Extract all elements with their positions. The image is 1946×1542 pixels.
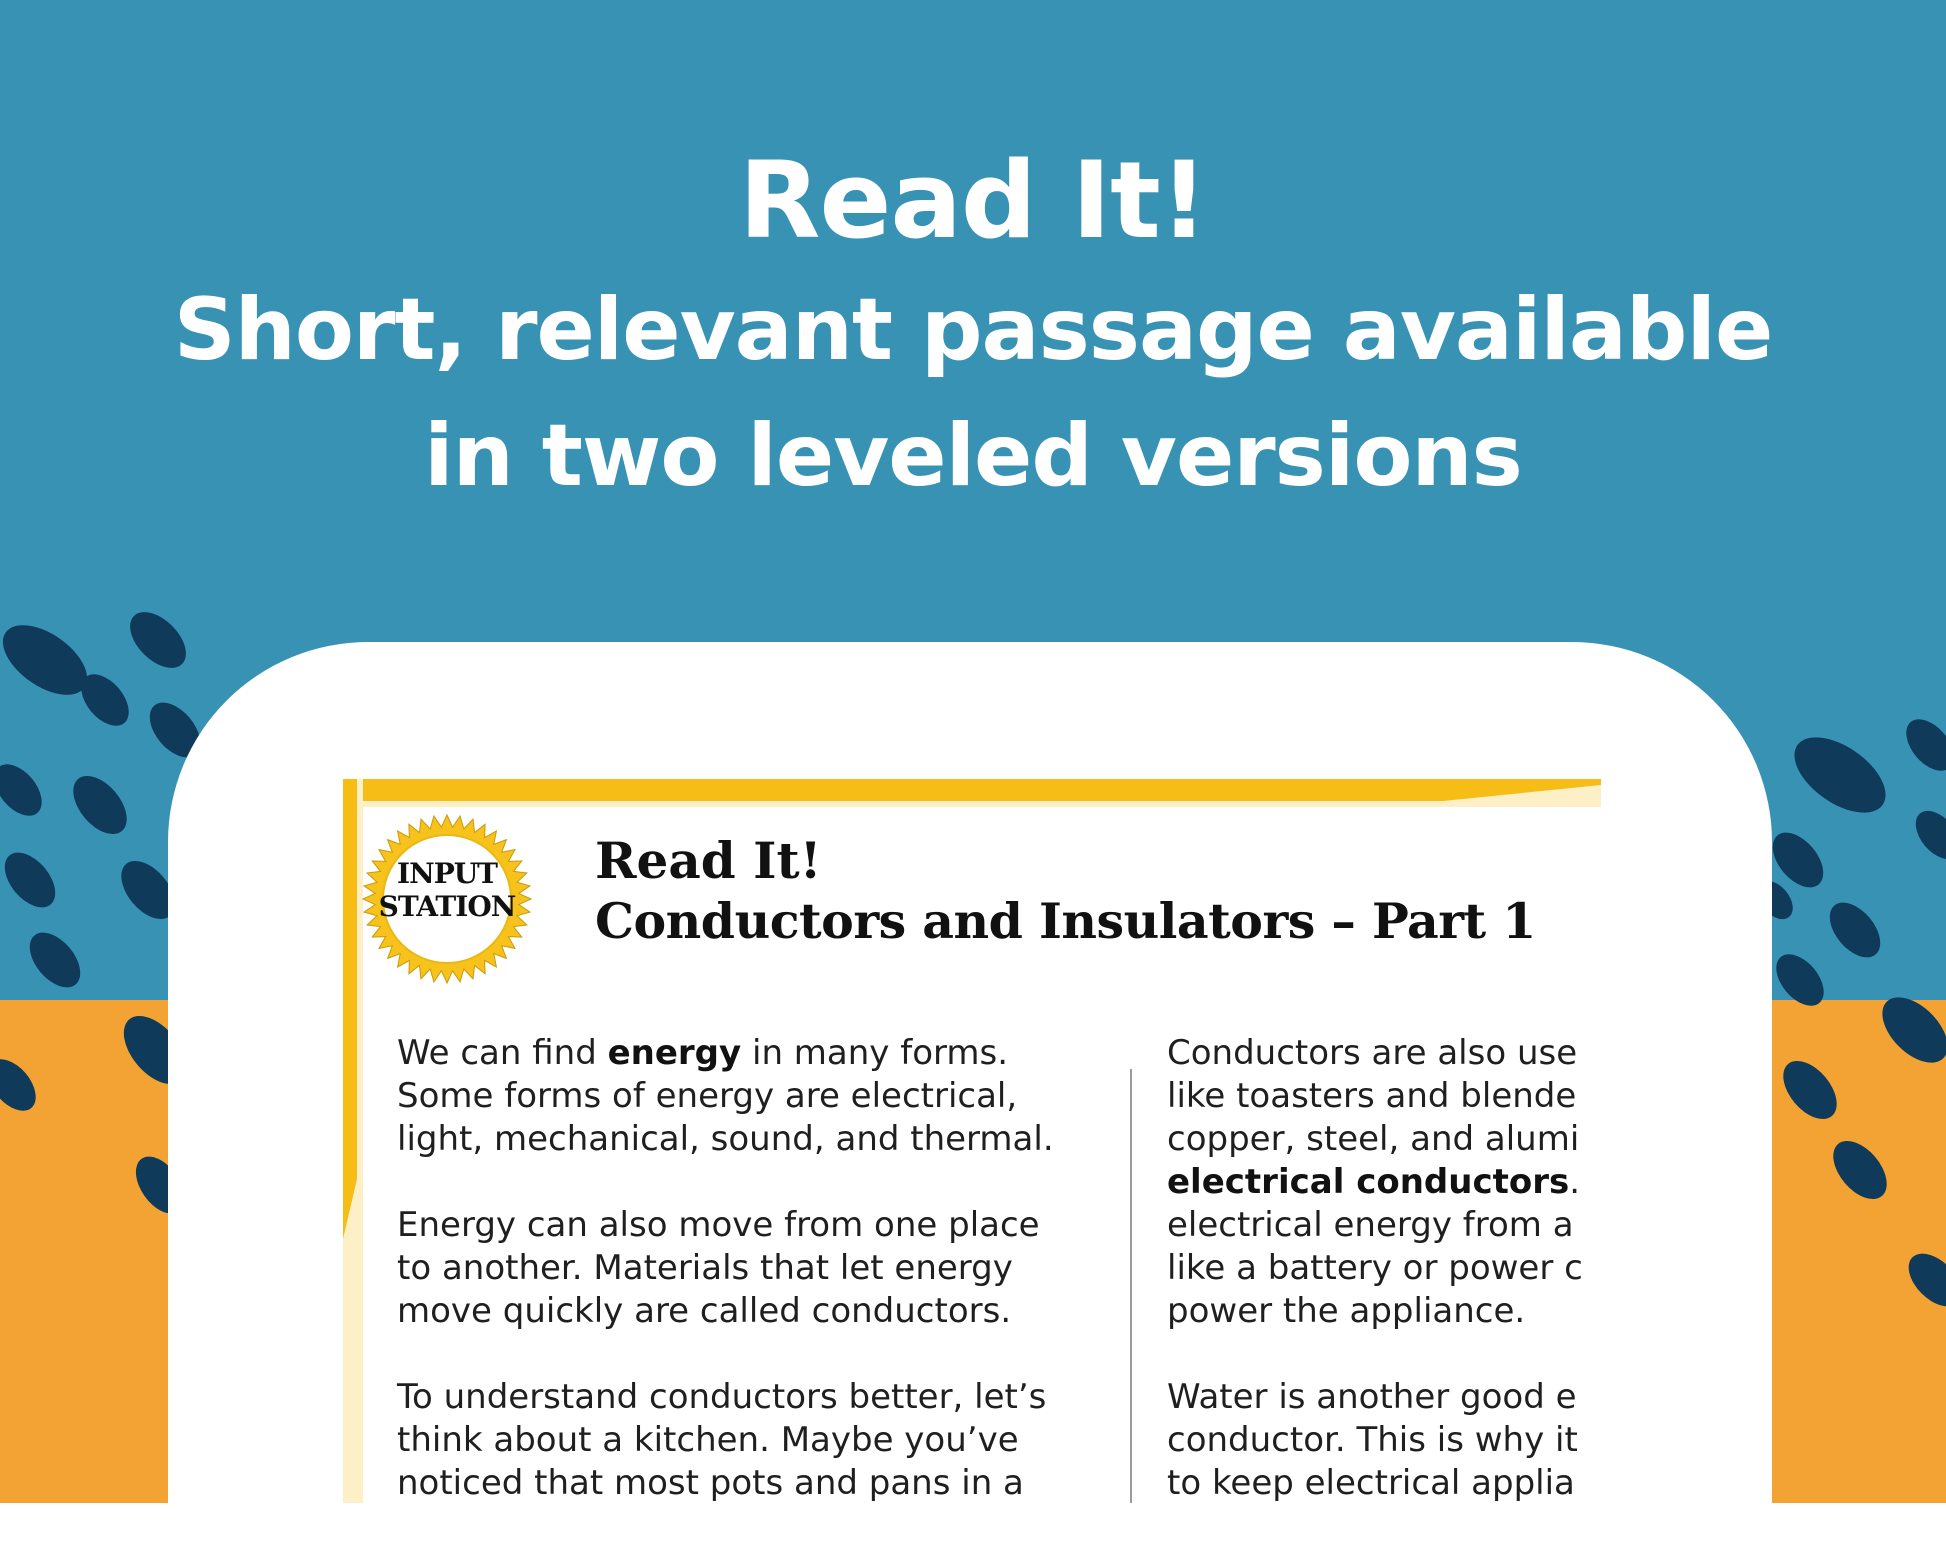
badge-line1: INPUT (397, 857, 497, 890)
headline-subtitle-line2: in two leveled versions (424, 406, 1522, 506)
text-line: Water is another good e (1167, 1377, 1577, 1417)
sheet-border-gold-left (343, 779, 357, 1239)
text-line: We can find (397, 1033, 608, 1073)
sheet-border-gold-top (343, 779, 1601, 801)
headline (0, 135, 1946, 519)
paragraph (397, 1376, 1127, 1503)
text-line: noticed that most pots and pans in a (397, 1463, 1024, 1503)
sheet-subtitle: Conductors and Insulators – Part 1 (595, 892, 1536, 950)
text-line: think about a kitchen. Maybe you’ve (397, 1420, 1019, 1460)
sheet-heading (595, 831, 1536, 951)
paragraph (1167, 1376, 1601, 1503)
text-line: to keep electrical applia (1167, 1463, 1575, 1503)
text-line: conductor. This is why it (1167, 1420, 1578, 1460)
text-line: To understand conductors better, let’s (397, 1377, 1047, 1417)
column-divider (1130, 1069, 1132, 1503)
text-line: copper, steel, and alumi (1167, 1119, 1580, 1159)
text-line: to another. Materials that let energy (397, 1248, 1013, 1288)
text-line: light, mechanical, sound, and thermal. (397, 1119, 1054, 1159)
headline-title: Read It! (738, 139, 1208, 262)
badge-label (357, 857, 537, 923)
text-line: power the appliance. (1167, 1291, 1526, 1331)
text-line: like toasters and blende (1167, 1076, 1577, 1116)
badge-line2: STATION (378, 890, 516, 923)
sheet-title: Read It! (595, 831, 822, 890)
text-line: electrical energy from a (1167, 1205, 1574, 1245)
paragraph (397, 1032, 1127, 1161)
text-line: in many forms. (741, 1033, 1009, 1073)
worksheet-preview (343, 779, 1601, 1503)
text-line: Some forms of energy are electrical, (397, 1076, 1018, 1116)
passage-left-column (397, 1032, 1127, 1503)
paragraph (1167, 1032, 1601, 1333)
text-line: move quickly are called conductors. (397, 1291, 1012, 1331)
term-energy: energy (607, 1033, 742, 1073)
headline-subtitle-line1: Short, relevant passage available (173, 280, 1773, 380)
passage-right-column (1167, 1032, 1601, 1503)
text-line: Energy can also move from one place (397, 1205, 1040, 1245)
paragraph (397, 1204, 1127, 1333)
text-line: Conductors are also use (1167, 1033, 1578, 1073)
text-line: . (1569, 1162, 1581, 1202)
term-electrical-conductors: electrical conductors (1167, 1162, 1570, 1202)
text-line: like a battery or power c (1167, 1248, 1583, 1288)
